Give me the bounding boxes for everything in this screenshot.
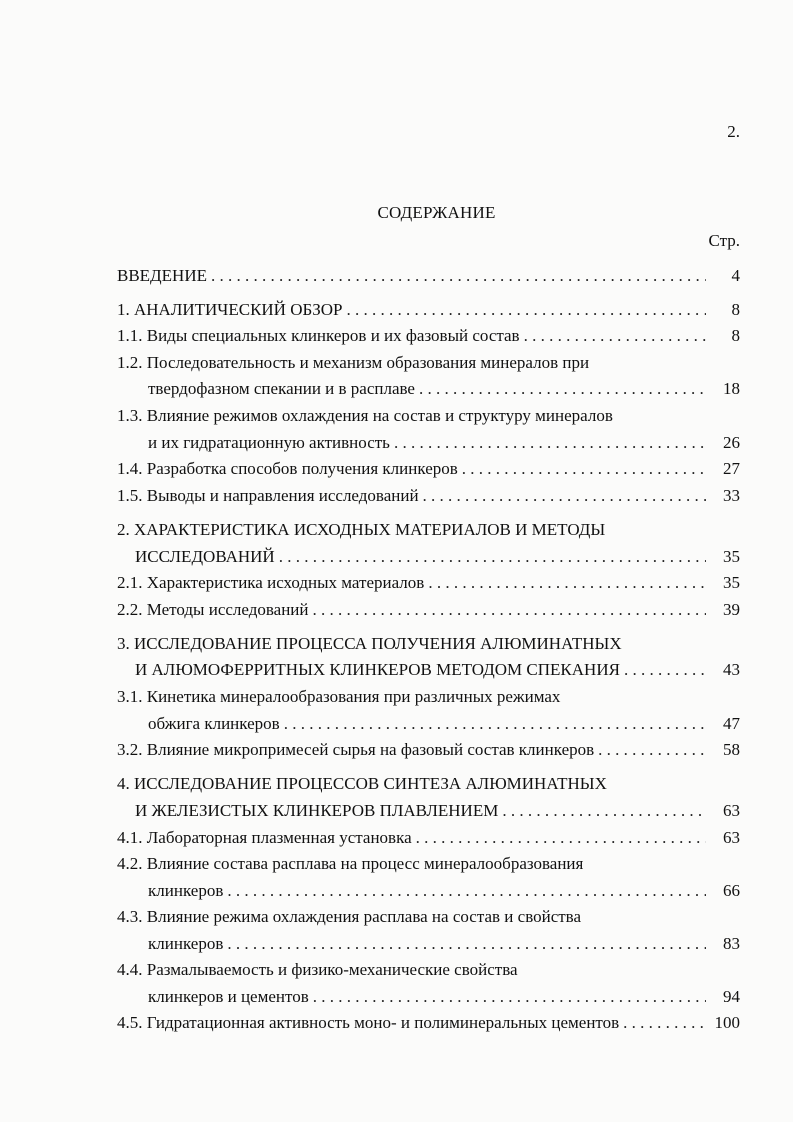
dot-leader bbox=[416, 826, 706, 850]
dot-leader bbox=[347, 298, 707, 322]
toc-entry-text: ВВЕДЕНИЕ bbox=[117, 266, 207, 285]
toc-entry-text: 1.1. Виды специальных клинкеров и их фазовый состав bbox=[117, 326, 520, 345]
dot-leader bbox=[623, 1011, 706, 1035]
toc-entry-s3-1 bbox=[148, 712, 740, 736]
dot-leader bbox=[227, 932, 706, 956]
toc-page-number: 83 bbox=[723, 934, 740, 953]
page-title: СОДЕРЖАНИЕ bbox=[377, 203, 496, 222]
dot-leader bbox=[624, 658, 706, 682]
toc-entry-ch3-line1: 3. ИССЛЕДОВАНИЕ ПРОЦЕССА ПОЛУЧЕНИЯ АЛЮМИНАТНЫХ bbox=[117, 634, 622, 653]
toc-page-number: 63 bbox=[723, 828, 740, 847]
dot-leader bbox=[313, 985, 706, 1009]
toc-entry-intro bbox=[117, 264, 740, 288]
page-number: 2. bbox=[727, 122, 740, 141]
toc-page-number: 35 bbox=[723, 547, 740, 566]
toc-entry-ch2 bbox=[135, 545, 740, 569]
toc-page-number: 26 bbox=[723, 433, 740, 452]
toc-entry-text: И АЛЮМОФЕРРИТНЫХ КЛИНКЕРОВ МЕТОДОМ СПЕКАНИЯ bbox=[135, 660, 620, 679]
toc-entry-text: 4.1. Лабораторная плазменная установка bbox=[117, 828, 412, 847]
toc-entry-ch4-line1: 4. ИССЛЕДОВАНИЕ ПРОЦЕССОВ СИНТЕЗА АЛЮМИНАТНЫХ bbox=[117, 774, 607, 793]
toc-entry-s4-2-line1: 4.2. Влияние состава расплава на процесс минералообразования bbox=[117, 854, 584, 873]
toc-page-number: 8 bbox=[731, 300, 740, 319]
dot-leader bbox=[428, 571, 706, 595]
toc-page-number: 39 bbox=[723, 600, 740, 619]
toc-entry-text: ИССЛЕДОВАНИЙ bbox=[135, 547, 275, 566]
toc-page-number: 35 bbox=[723, 573, 740, 592]
toc-entry-ch4 bbox=[135, 799, 740, 823]
toc-page-number: 63 bbox=[723, 801, 740, 820]
toc-entry-s4-4 bbox=[148, 985, 740, 1009]
toc-entry-ch2-line1: 2. ХАРАКТЕРИСТИКА ИСХОДНЫХ МАТЕРИАЛОВ И МЕТОДЫ bbox=[117, 520, 606, 539]
dot-leader bbox=[313, 598, 706, 622]
toc-entry-s2-1 bbox=[117, 571, 740, 595]
toc-entry-s1-5 bbox=[117, 484, 740, 508]
toc-entry-s1-3-line1: 1.3. Влияние режимов охлаждения на состав и структуру минералов bbox=[117, 406, 613, 425]
toc-entry-text: обжига клинкеров bbox=[148, 714, 280, 733]
toc-entry-ch3 bbox=[135, 658, 740, 682]
toc-entry-text: клинкеров и цементов bbox=[148, 987, 309, 1006]
dot-leader bbox=[284, 712, 706, 736]
dot-leader bbox=[423, 484, 706, 508]
toc-entry-text: и их гидратационную активность bbox=[148, 433, 390, 452]
toc-entry-text: твердофазном спекании и в расплаве bbox=[148, 379, 415, 398]
toc-page-number: 94 bbox=[723, 987, 740, 1006]
toc-entry-s4-4-line1: 4.4. Размалываемость и физико-механические свойства bbox=[117, 960, 518, 979]
toc-entry-text: 1.4. Разработка способов получения клинкеров bbox=[117, 459, 458, 478]
toc-entry-s1-4 bbox=[117, 457, 740, 481]
toc-entry-s4-5 bbox=[117, 1011, 740, 1035]
dot-leader bbox=[462, 457, 706, 481]
toc-page-number: 4 bbox=[731, 266, 740, 285]
dot-leader bbox=[598, 738, 706, 762]
toc-entry-s1-2-line1: 1.2. Последовательность и механизм образования минералов при bbox=[117, 353, 590, 372]
toc-entry-text: 2.1. Характеристика исходных материалов bbox=[117, 573, 425, 592]
toc-entry-s4-2 bbox=[148, 879, 740, 903]
dot-leader bbox=[524, 324, 706, 348]
toc-entry-text: клинкеров bbox=[148, 934, 224, 953]
toc-entry-s1-1 bbox=[117, 324, 740, 348]
toc-entry-text: клинкеров bbox=[148, 881, 224, 900]
dot-leader bbox=[211, 264, 706, 288]
dot-leader bbox=[394, 431, 706, 455]
toc-entry-text: 4.5. Гидратационная активность моно- и полиминеральных цементов bbox=[117, 1013, 620, 1032]
toc-entry-text: И ЖЕЛЕЗИСТЫХ КЛИНКЕРОВ ПЛАВЛЕНИЕМ bbox=[135, 801, 499, 820]
toc-entry-ch1 bbox=[117, 298, 740, 322]
toc-page-number: 100 bbox=[714, 1013, 740, 1032]
toc-page-number: 18 bbox=[723, 379, 740, 398]
toc-entry-text: 1. АНАЛИТИЧЕСКИЙ ОБЗОР bbox=[117, 300, 343, 319]
dot-leader bbox=[419, 377, 706, 401]
page-column-label: Стр. bbox=[708, 231, 740, 250]
toc-page-number: 66 bbox=[723, 881, 740, 900]
toc-entry-s3-2 bbox=[117, 738, 740, 762]
dot-leader bbox=[227, 879, 706, 903]
toc-entry-s3-1-line1: 3.1. Кинетика минералообразования при различных режимах bbox=[117, 687, 561, 706]
dot-leader bbox=[279, 545, 706, 569]
toc-entry-s1-2 bbox=[148, 377, 740, 401]
toc-page-number: 58 bbox=[723, 740, 740, 759]
toc-entry-s4-3 bbox=[148, 932, 740, 956]
toc-page-number: 27 bbox=[723, 459, 740, 478]
toc-entry-s4-1 bbox=[117, 826, 740, 850]
toc-page-number: 43 bbox=[723, 660, 740, 679]
toc-page-number: 8 bbox=[731, 326, 740, 345]
toc-page-number: 47 bbox=[723, 714, 740, 733]
toc-entry-text: 3.2. Влияние микропримесей сырья на фазовый состав клинкеров bbox=[117, 740, 595, 759]
toc-entry-s1-3 bbox=[148, 431, 740, 455]
toc-entry-s4-3-line1: 4.3. Влияние режима охлаждения расплава на состав и свойства bbox=[117, 907, 582, 926]
toc-entry-text: 2.2. Методы исследований bbox=[117, 600, 309, 619]
dot-leader bbox=[502, 799, 706, 823]
toc-entry-s2-2 bbox=[117, 598, 740, 622]
toc-page-number: 33 bbox=[723, 486, 740, 505]
toc-entry-text: 1.5. Выводы и направления исследований bbox=[117, 486, 419, 505]
